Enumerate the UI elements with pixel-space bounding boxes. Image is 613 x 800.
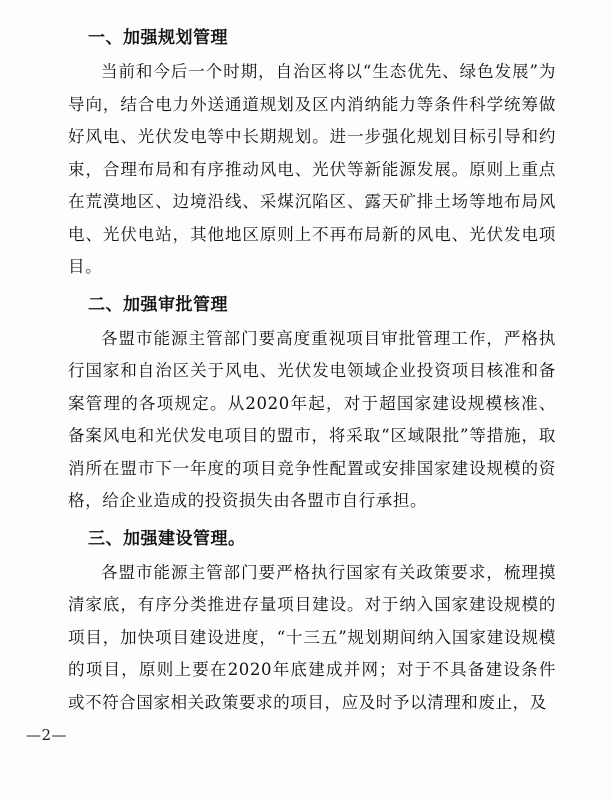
section-paragraph-planning: 当前和今后一个时期，自治区将以“生态优先、绿色发展”为导向，结合电力外送通道规划及区内消纳能力等条件科学统筹做好风电、光伏发电等中长期规划。进一步强化规划目标引导和约束，合理布局和有序推动风电、光伏等新能源发展。原则上重点在荒漠地区、边境沿线、采煤沉陷区、露天矿排土场等地布局风电、光伏电站，其他地区原则上不再布局新的风电、光伏发电项目。 <box>68 62 556 276</box>
section-heading-approval: 二、加强审批管理 <box>88 294 228 315</box>
section-paragraph-approval: 各盟市能源主管部门要高度重视项目审批管理工作，严格执行国家和自治区关于风电、光伏发电领域企业投资项目核准和备案管理的各项规定。从2020年起，对于超国家建设规模核准、备案风电和光伏发电项目的盟市，将采取“区域限批”等措施，取消所在盟市下一年度的项目竞争性配置或安排国家建设规模的资格，给企业造成的投资损失由各盟市自行承担。 <box>68 328 556 510</box>
section-heading-construction: 三、加强建设管理。 <box>88 528 246 549</box>
section-paragraph-construction: 各盟市能源主管部门要严格执行国家有关政策要求，梳理摸清家底，有序分类推进存量项目建设。对于纳入国家建设规模的项目，加快项目建设进度，“十三五”规划期间纳入国家建设规模的项目，原则上要在2020年底建成并网；对于不具备建设条件或不符合国家相关政策要求的项目，应及时予以清理和废止，及 <box>68 562 556 712</box>
document-body <box>68 20 556 722</box>
section-heading-planning: 一、加强规划管理 <box>88 28 228 48</box>
page-number: —2— <box>26 726 68 744</box>
